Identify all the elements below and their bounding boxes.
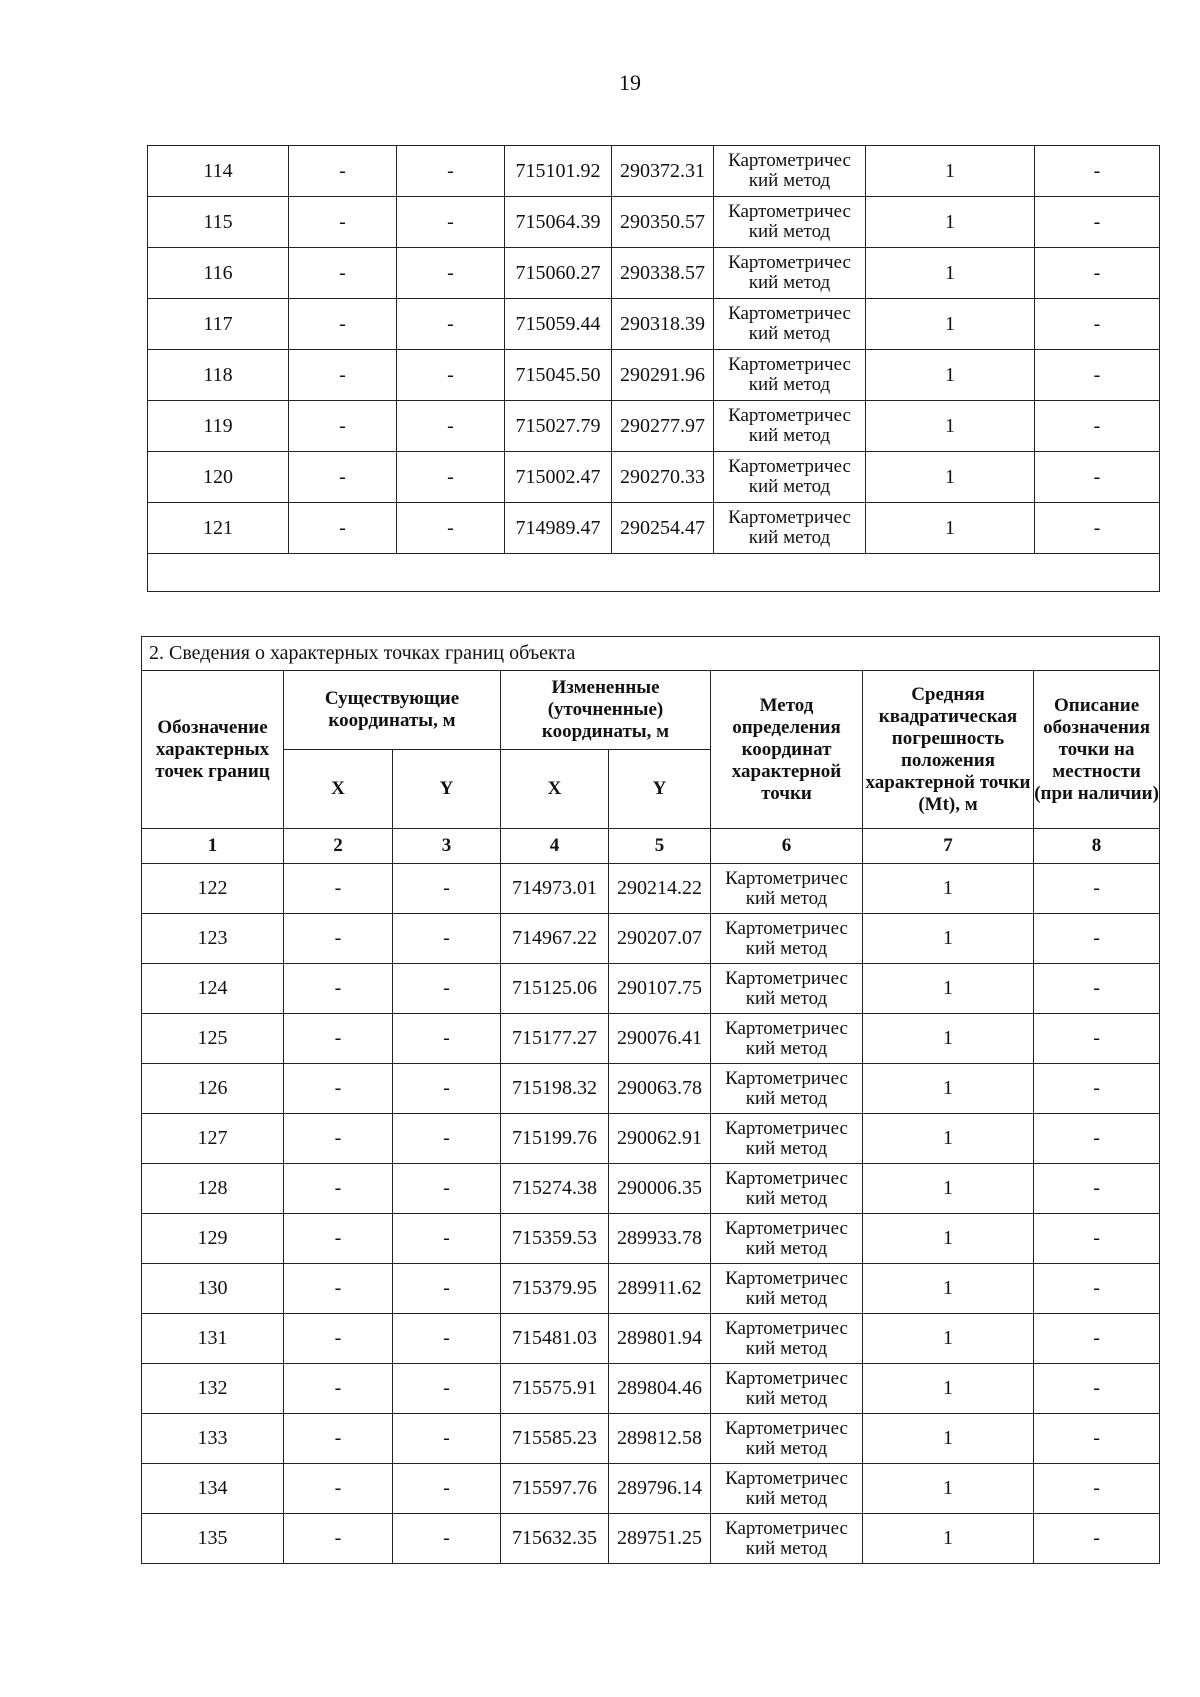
changed-y-cell: 289804.46 xyxy=(609,1364,711,1414)
point-id-cell: 134 xyxy=(142,1464,284,1514)
column-number: 3 xyxy=(393,829,501,864)
point-id-cell: 126 xyxy=(142,1064,284,1114)
column-number: 6 xyxy=(711,829,863,864)
description-cell: - xyxy=(1035,146,1160,197)
existing-x-cell: - xyxy=(289,503,397,554)
changed-y-cell: 290107.75 xyxy=(609,964,711,1014)
changed-y-cell: 290006.35 xyxy=(609,1164,711,1214)
accuracy-cell: 1 xyxy=(863,1064,1034,1114)
method-cell: Картометричес кий метод xyxy=(711,1364,863,1414)
header-designation: Обозначение характерных точек границ xyxy=(142,671,284,829)
point-id-cell: 119 xyxy=(148,401,289,452)
existing-y-cell: - xyxy=(393,1364,501,1414)
description-cell: - xyxy=(1034,1064,1160,1114)
point-id-cell: 124 xyxy=(142,964,284,1014)
changed-x-cell: 715045.50 xyxy=(505,350,612,401)
accuracy-cell: 1 xyxy=(863,1164,1034,1214)
description-cell: - xyxy=(1034,914,1160,964)
method-cell: Картометричес кий метод xyxy=(711,1014,863,1064)
existing-y-cell: - xyxy=(393,1214,501,1264)
accuracy-cell: 1 xyxy=(863,914,1034,964)
changed-y-cell: 290338.57 xyxy=(612,248,714,299)
changed-y-cell: 290291.96 xyxy=(612,350,714,401)
table2-body xyxy=(142,864,1160,1564)
method-cell: Картометричес кий метод xyxy=(711,1514,863,1564)
description-cell: - xyxy=(1034,864,1160,914)
method-cell: Картометричес кий метод xyxy=(711,964,863,1014)
header-existing-y: Y xyxy=(393,750,501,829)
changed-x-cell: 715359.53 xyxy=(501,1214,609,1264)
table-caption: 2. Сведения о характерных точках границ объекта xyxy=(142,637,1160,671)
changed-y-cell: 290214.22 xyxy=(609,864,711,914)
existing-y-cell: - xyxy=(397,197,505,248)
changed-y-cell: 289812.58 xyxy=(609,1414,711,1464)
accuracy-cell: 1 xyxy=(866,248,1035,299)
header-changed-coords: Измененные (уточненные) координаты, м xyxy=(501,671,711,750)
description-cell: - xyxy=(1034,1164,1160,1214)
changed-y-cell: 289801.94 xyxy=(609,1314,711,1364)
existing-x-cell: - xyxy=(289,452,397,503)
point-id-cell: 115 xyxy=(148,197,289,248)
method-cell: Картометричес кий метод xyxy=(711,1064,863,1114)
table-row xyxy=(142,964,1160,1014)
table-row xyxy=(142,1364,1160,1414)
accuracy-cell: 1 xyxy=(863,1214,1034,1264)
table-row xyxy=(142,1314,1160,1364)
changed-x-cell: 715199.76 xyxy=(501,1114,609,1164)
table-row xyxy=(148,401,1160,452)
table-row xyxy=(142,1464,1160,1514)
changed-y-cell: 290372.31 xyxy=(612,146,714,197)
boundary-points-table-continued xyxy=(147,145,1160,592)
accuracy-cell: 1 xyxy=(863,1314,1034,1364)
existing-y-cell: - xyxy=(397,146,505,197)
description-cell: - xyxy=(1034,1264,1160,1314)
header-changed-y: Y xyxy=(609,750,711,829)
description-cell: - xyxy=(1034,1414,1160,1464)
existing-y-cell: - xyxy=(393,1014,501,1064)
existing-y-cell: - xyxy=(393,1064,501,1114)
changed-x-cell: 715125.06 xyxy=(501,964,609,1014)
existing-x-cell: - xyxy=(284,1064,393,1114)
changed-x-cell: 714989.47 xyxy=(505,503,612,554)
existing-y-cell: - xyxy=(393,914,501,964)
existing-x-cell: - xyxy=(284,1264,393,1314)
table-row xyxy=(142,1014,1160,1064)
method-cell: Картометричес кий метод xyxy=(711,1164,863,1214)
point-id-cell: 118 xyxy=(148,350,289,401)
table-row xyxy=(148,146,1160,197)
method-cell: Картометричес кий метод xyxy=(714,146,866,197)
accuracy-cell: 1 xyxy=(866,401,1035,452)
existing-x-cell: - xyxy=(289,401,397,452)
table-caption-row xyxy=(142,637,1160,671)
point-id-cell: 116 xyxy=(148,248,289,299)
point-id-cell: 114 xyxy=(148,146,289,197)
table-row xyxy=(148,299,1160,350)
description-cell: - xyxy=(1034,1464,1160,1514)
table-row xyxy=(142,1414,1160,1464)
changed-y-cell: 290063.78 xyxy=(609,1064,711,1114)
existing-x-cell: - xyxy=(284,1364,393,1414)
existing-y-cell: - xyxy=(397,452,505,503)
existing-x-cell: - xyxy=(284,1114,393,1164)
existing-y-cell: - xyxy=(393,1314,501,1364)
method-cell: Картометричес кий метод xyxy=(714,197,866,248)
changed-x-cell: 715002.47 xyxy=(505,452,612,503)
point-id-cell: 125 xyxy=(142,1014,284,1064)
accuracy-cell: 1 xyxy=(866,350,1035,401)
table-row xyxy=(142,1114,1160,1164)
existing-y-cell: - xyxy=(393,1514,501,1564)
table-row xyxy=(148,197,1160,248)
point-id-cell: 117 xyxy=(148,299,289,350)
table-row xyxy=(148,248,1160,299)
point-id-cell: 133 xyxy=(142,1414,284,1464)
changed-y-cell: 289933.78 xyxy=(609,1214,711,1264)
method-cell: Картометричес кий метод xyxy=(711,1414,863,1464)
table-row xyxy=(142,1064,1160,1114)
point-id-cell: 123 xyxy=(142,914,284,964)
table-row xyxy=(142,1514,1160,1564)
changed-x-cell: 715101.92 xyxy=(505,146,612,197)
changed-x-cell: 714973.01 xyxy=(501,864,609,914)
column-number: 5 xyxy=(609,829,711,864)
existing-x-cell: - xyxy=(289,146,397,197)
existing-y-cell: - xyxy=(393,1464,501,1514)
changed-x-cell: 715060.27 xyxy=(505,248,612,299)
accuracy-cell: 1 xyxy=(866,146,1035,197)
header-existing-x: X xyxy=(284,750,393,829)
changed-y-cell: 290350.57 xyxy=(612,197,714,248)
changed-x-cell: 715198.32 xyxy=(501,1064,609,1114)
changed-y-cell: 290318.39 xyxy=(612,299,714,350)
column-number: 1 xyxy=(142,829,284,864)
method-cell: Картометричес кий метод xyxy=(714,503,866,554)
point-id-cell: 120 xyxy=(148,452,289,503)
column-number: 4 xyxy=(501,829,609,864)
empty-cell xyxy=(148,554,1160,592)
existing-x-cell: - xyxy=(284,1014,393,1064)
point-id-cell: 129 xyxy=(142,1214,284,1264)
method-cell: Картометричес кий метод xyxy=(711,914,863,964)
description-cell: - xyxy=(1034,1364,1160,1414)
header-existing-coords: Существующие координаты, м xyxy=(284,671,501,750)
existing-y-cell: - xyxy=(393,1114,501,1164)
description-cell: - xyxy=(1035,197,1160,248)
existing-x-cell: - xyxy=(284,1314,393,1364)
description-cell: - xyxy=(1034,1514,1160,1564)
method-cell: Картометричес кий метод xyxy=(714,299,866,350)
point-id-cell: 121 xyxy=(148,503,289,554)
table-row xyxy=(148,350,1160,401)
table-row xyxy=(142,1214,1160,1264)
method-cell: Картометричес кий метод xyxy=(711,864,863,914)
description-cell: - xyxy=(1034,964,1160,1014)
accuracy-cell: 1 xyxy=(866,197,1035,248)
existing-y-cell: - xyxy=(397,350,505,401)
table-row xyxy=(142,1164,1160,1214)
changed-x-cell: 715585.23 xyxy=(501,1414,609,1464)
existing-y-cell: - xyxy=(393,1164,501,1214)
accuracy-cell: 1 xyxy=(863,864,1034,914)
header-description: Описание обозначения точки на местности (при наличии) xyxy=(1034,671,1160,829)
point-id-cell: 130 xyxy=(142,1264,284,1314)
changed-y-cell: 290277.97 xyxy=(612,401,714,452)
column-number: 7 xyxy=(863,829,1034,864)
header-row-top xyxy=(142,671,1160,750)
description-cell: - xyxy=(1035,248,1160,299)
table-row xyxy=(148,452,1160,503)
header-method: Метод определения координат характерной точки xyxy=(711,671,863,829)
changed-x-cell: 715481.03 xyxy=(501,1314,609,1364)
point-id-cell: 132 xyxy=(142,1364,284,1414)
description-cell: - xyxy=(1034,1014,1160,1064)
existing-x-cell: - xyxy=(289,248,397,299)
existing-x-cell: - xyxy=(284,1514,393,1564)
changed-x-cell: 715575.91 xyxy=(501,1364,609,1414)
changed-x-cell: 715597.76 xyxy=(501,1464,609,1514)
boundary-points-table xyxy=(141,636,1160,1564)
accuracy-cell: 1 xyxy=(866,452,1035,503)
method-cell: Картометричес кий метод xyxy=(714,401,866,452)
existing-y-cell: - xyxy=(393,964,501,1014)
changed-x-cell: 715059.44 xyxy=(505,299,612,350)
changed-y-cell: 290207.07 xyxy=(609,914,711,964)
point-id-cell: 135 xyxy=(142,1514,284,1564)
accuracy-cell: 1 xyxy=(863,1264,1034,1314)
changed-y-cell: 289796.14 xyxy=(609,1464,711,1514)
changed-x-cell: 715379.95 xyxy=(501,1264,609,1314)
accuracy-cell: 1 xyxy=(863,964,1034,1014)
accuracy-cell: 1 xyxy=(863,1514,1034,1564)
method-cell: Картометричес кий метод xyxy=(714,452,866,503)
changed-x-cell: 715274.38 xyxy=(501,1164,609,1214)
existing-y-cell: - xyxy=(397,503,505,554)
method-cell: Картометричес кий метод xyxy=(711,1464,863,1514)
method-cell: Картометричес кий метод xyxy=(714,248,866,299)
method-cell: Картометричес кий метод xyxy=(711,1114,863,1164)
existing-x-cell: - xyxy=(284,1214,393,1264)
description-cell: - xyxy=(1035,401,1160,452)
existing-y-cell: - xyxy=(393,864,501,914)
accuracy-cell: 1 xyxy=(863,1364,1034,1414)
changed-x-cell: 715632.35 xyxy=(501,1514,609,1564)
changed-x-cell: 715177.27 xyxy=(501,1014,609,1064)
existing-x-cell: - xyxy=(289,197,397,248)
table1-body xyxy=(148,146,1160,592)
table-row xyxy=(148,503,1160,554)
point-id-cell: 122 xyxy=(142,864,284,914)
method-cell: Картометричес кий метод xyxy=(711,1314,863,1364)
accuracy-cell: 1 xyxy=(866,503,1035,554)
point-id-cell: 127 xyxy=(142,1114,284,1164)
method-cell: Картометричес кий метод xyxy=(714,350,866,401)
changed-x-cell: 714967.22 xyxy=(501,914,609,964)
existing-y-cell: - xyxy=(393,1264,501,1314)
description-cell: - xyxy=(1034,1314,1160,1364)
description-cell: - xyxy=(1035,452,1160,503)
description-cell: - xyxy=(1035,503,1160,554)
method-cell: Картометричес кий метод xyxy=(711,1264,863,1314)
accuracy-cell: 1 xyxy=(863,1114,1034,1164)
point-id-cell: 131 xyxy=(142,1314,284,1364)
accuracy-cell: 1 xyxy=(866,299,1035,350)
table-row xyxy=(142,914,1160,964)
existing-y-cell: - xyxy=(393,1414,501,1464)
table-row xyxy=(142,864,1160,914)
accuracy-cell: 1 xyxy=(863,1014,1034,1064)
changed-y-cell: 290270.33 xyxy=(612,452,714,503)
existing-x-cell: - xyxy=(284,964,393,1014)
table-row xyxy=(142,1264,1160,1314)
page-number: 19 xyxy=(619,70,641,95)
accuracy-cell: 1 xyxy=(863,1464,1034,1514)
existing-x-cell: - xyxy=(284,1464,393,1514)
changed-y-cell: 290076.41 xyxy=(609,1014,711,1064)
accuracy-cell: 1 xyxy=(863,1414,1034,1464)
existing-y-cell: - xyxy=(397,401,505,452)
existing-x-cell: - xyxy=(284,914,393,964)
header-accuracy: Средняя квадратическая погрешность положения характерной точки (Mt), м xyxy=(863,671,1034,829)
point-id-cell: 128 xyxy=(142,1164,284,1214)
changed-y-cell: 290062.91 xyxy=(609,1114,711,1164)
changed-y-cell: 289911.62 xyxy=(609,1264,711,1314)
method-cell: Картометричес кий метод xyxy=(711,1214,863,1264)
description-cell: - xyxy=(1035,350,1160,401)
existing-x-cell: - xyxy=(284,1164,393,1214)
column-number: 8 xyxy=(1034,829,1160,864)
changed-x-cell: 715064.39 xyxy=(505,197,612,248)
existing-x-cell: - xyxy=(284,1414,393,1464)
description-cell: - xyxy=(1035,299,1160,350)
existing-y-cell: - xyxy=(397,248,505,299)
changed-x-cell: 715027.79 xyxy=(505,401,612,452)
changed-y-cell: 289751.25 xyxy=(609,1514,711,1564)
existing-y-cell: - xyxy=(397,299,505,350)
header-changed-x: X xyxy=(501,750,609,829)
column-number-row xyxy=(142,829,1160,864)
changed-y-cell: 290254.47 xyxy=(612,503,714,554)
column-number: 2 xyxy=(284,829,393,864)
table-row-empty xyxy=(148,554,1160,592)
existing-x-cell: - xyxy=(289,350,397,401)
description-cell: - xyxy=(1034,1114,1160,1164)
existing-x-cell: - xyxy=(289,299,397,350)
description-cell: - xyxy=(1034,1214,1160,1264)
existing-x-cell: - xyxy=(284,864,393,914)
